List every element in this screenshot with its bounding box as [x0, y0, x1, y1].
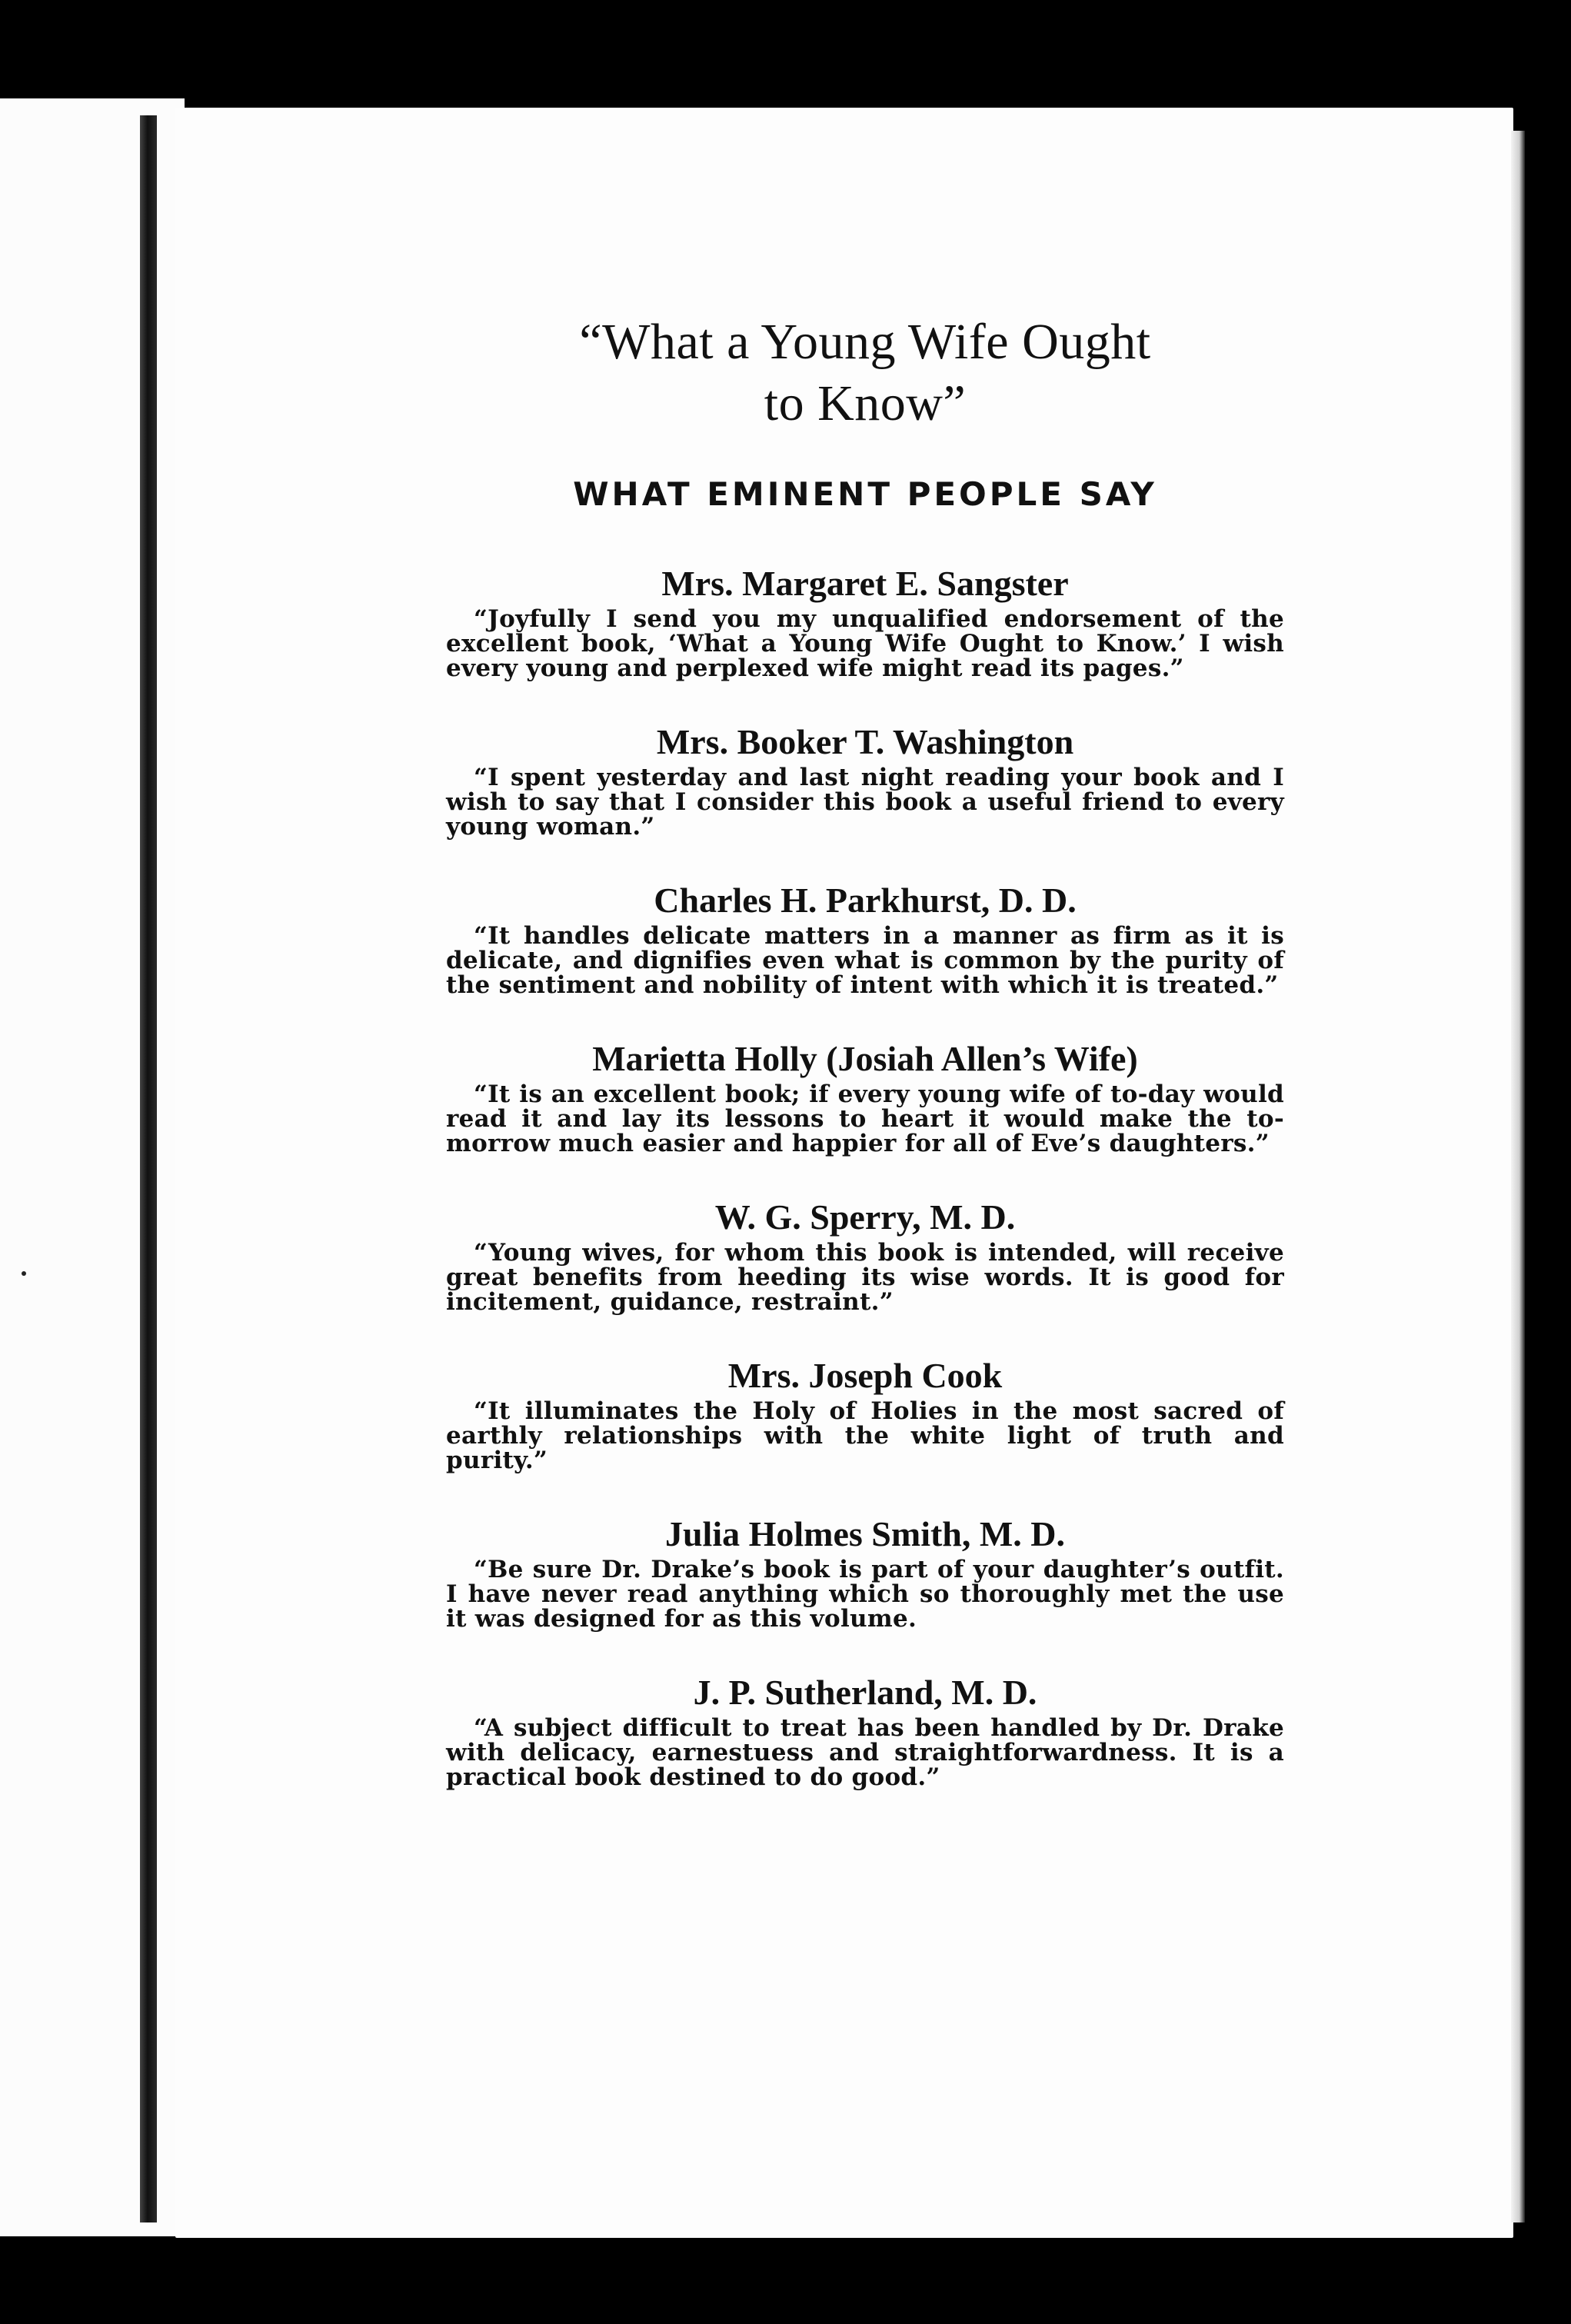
left-page-edge	[0, 98, 185, 2236]
testimonial-author: Mrs. Margaret E. Sangster	[661, 564, 1069, 603]
testimonial-author: Mrs. Joseph Cook	[727, 1356, 1003, 1395]
testimonial	[446, 1196, 1284, 1314]
testimonial-quote: “Joyfully I send you my unqualified endorsement of the excellent book, ‘What a Young Wife Ought to Know.’ I wish every young and perplexed wife might read its pages.”	[446, 605, 1284, 682]
testimonial-author: Marietta Holly (Josiah Allen’s Wife)	[592, 1039, 1138, 1078]
testimonial-quote: “It handles delicate matters in a manner as firm as it is delicate, and dignifies even what is common by the purity of the sentiment and nobility of intent with which it is treated.”	[446, 922, 1284, 999]
page-content	[446, 311, 1284, 1830]
title-line-2: to Know”	[764, 375, 967, 431]
ink-speck	[22, 1271, 26, 1276]
testimonial-quote: “I spent yesterday and last night reading your book and I wish to say that I consider this book a useful friend to every young woman.”	[446, 764, 1284, 841]
testimonial-author: W. G. Sperry, M. D.	[714, 1197, 1016, 1237]
testimonial-quote: “It illuminates the Holy of Holies in the most sacred of earthly relationships with the white light of truth and purity.”	[446, 1397, 1284, 1474]
title-line-1: “What a Young Wife Ought	[579, 314, 1151, 370]
testimonial	[446, 1037, 1284, 1156]
testimonial-quote: “Young wives, for whom this book is intended, will receive great benefits from heeding its wise words. It is good for incitement, guidance, restraint.”	[446, 1239, 1284, 1316]
book-spine	[140, 115, 157, 2222]
testimonial	[446, 721, 1284, 839]
testimonial	[446, 1354, 1284, 1473]
testimonial-author: Julia Holmes Smith, M. D.	[664, 1514, 1066, 1553]
page-title	[446, 311, 1284, 435]
testimonial	[446, 562, 1284, 681]
testimonial-author: J. P. Sutherland, M. D.	[693, 1673, 1037, 1712]
testimonial-author: Charles H. Parkhurst, D. D.	[654, 881, 1077, 920]
testimonial	[446, 1671, 1284, 1790]
section-heading: WHAT EMINENT PEOPLE SAY	[573, 475, 1157, 513]
testimonial-quote: “A subject difficult to treat has been handled by Dr. Drake with delicacy, earnestuess and straightforwardness. It is a practical book destined to do good.”	[446, 1714, 1284, 1791]
testimonial-quote: “Be sure Dr. Drake’s book is part of your daughter’s outfit. I have never read anything which so thoroughly met the use it was designed for as this volume.	[446, 1556, 1284, 1633]
testimonial-quote: “It is an excellent book; if every young wife of to-day would read it and lay its lessons to heart it would make the to-morrow much easier and happier for all of Eve’s daughters.”	[446, 1080, 1284, 1157]
testimonial-author: Mrs. Booker T. Washington	[656, 722, 1074, 761]
testimonial	[446, 1513, 1284, 1631]
page-right-edge	[1511, 131, 1525, 2222]
testimonial	[446, 879, 1284, 997]
